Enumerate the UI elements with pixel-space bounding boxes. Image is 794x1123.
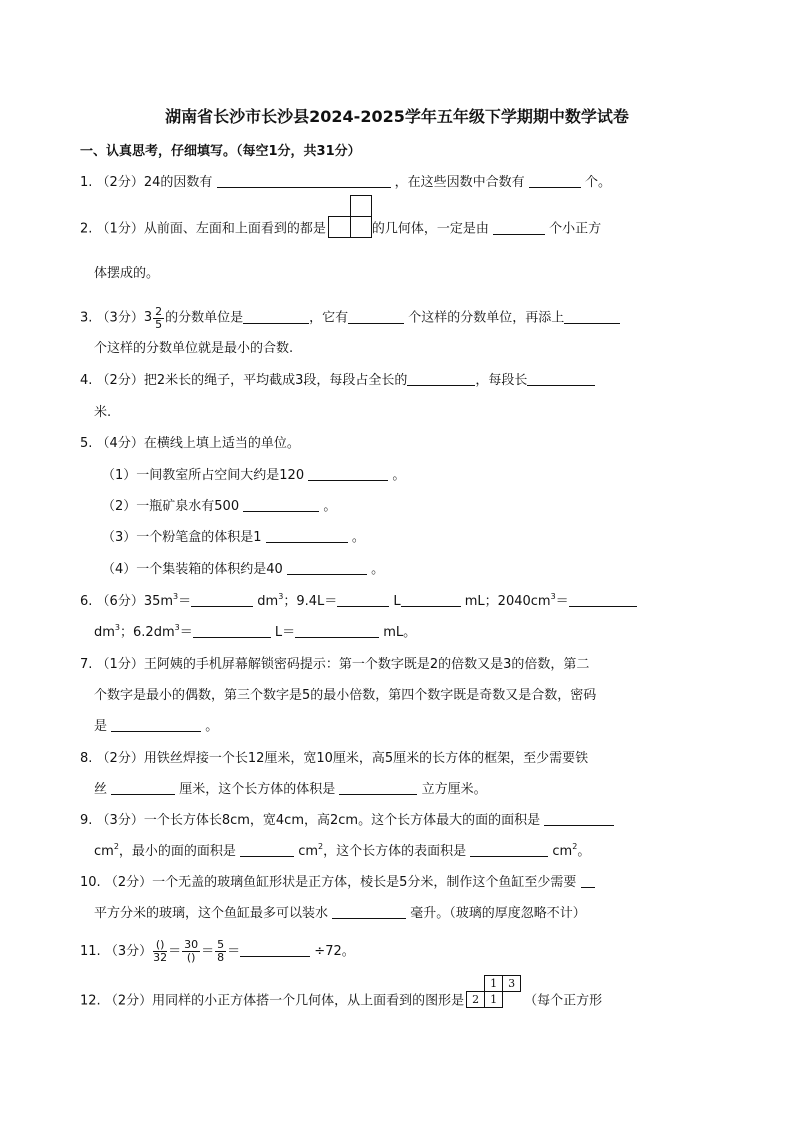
q3-blank-2[interactable] <box>348 309 404 324</box>
q5-points: （4分） <box>96 436 144 451</box>
q11-blank[interactable] <box>240 942 310 957</box>
q1-number: 1. <box>80 175 93 190</box>
exam-title: 湖南省长沙市长沙县2024-2025学年五年级下学期期中数学试卷 <box>165 107 629 126</box>
three-cube-view-figure <box>326 195 372 239</box>
question-6: 6. （6分）$35m^3= dm^3$；9.4L＝ L mL；$2040cm^3=$ <box>80 592 637 612</box>
q1-blank-1[interactable] <box>217 173 391 188</box>
q12-text-a: 用同样的小正方体搭一个几何体，从上面看到的图形是 <box>152 993 465 1009</box>
section-heading: 一、认真思考，仔细填写。（每空1分，共31分） <box>80 144 361 159</box>
q10-line-2: 平方分米的玻璃，这个鱼缸最多可以装水 毫升。（玻璃的厚度忽略不计） <box>94 906 586 921</box>
q4-text-b: ，每段长 <box>475 373 528 388</box>
q6-blank-6[interactable] <box>295 623 379 638</box>
q1-text-b: ，在这些因数中合数有 <box>394 175 525 190</box>
q2-line-2: 体摆成的。 <box>94 266 160 281</box>
q4-line-2: 米. <box>94 405 112 420</box>
q2-points: （1分） <box>96 221 144 237</box>
q5-sub-1: （1）一间教室所占空间大约是120 。 <box>102 468 406 483</box>
question-2 <box>80 219 601 239</box>
question-4 <box>80 371 595 391</box>
q3-fraction: $\frac{2}{5}$ <box>155 304 163 331</box>
q8-blank-2[interactable] <box>339 780 417 795</box>
q1-blank-2[interactable] <box>529 173 581 188</box>
question-7 <box>80 655 589 675</box>
q11-number: 11. <box>80 944 101 959</box>
grid-cell: 1 <box>484 975 503 992</box>
q6-number: 6. <box>80 594 93 609</box>
q7-line-3: 是 。 <box>94 719 219 734</box>
q2-blank[interactable] <box>493 220 545 235</box>
q11-fraction-2: $\frac{30}{()}$ <box>184 938 199 964</box>
q11-fraction-3: $\frac{5}{8}$ <box>217 938 225 964</box>
q12-text-b: （每个正方形 <box>524 993 603 1009</box>
q8-points: （2分） <box>96 751 144 766</box>
q1-points: （2分） <box>96 175 144 190</box>
q6-blank-4[interactable] <box>569 592 637 607</box>
q2-text-b: 的几何体，一定是由 <box>371 221 489 237</box>
grid-cell: 3 <box>502 975 521 992</box>
q11-fraction-1: $\frac{()}{32}$ <box>153 938 168 964</box>
question-11: 11. （3分） $\frac{()}{32}$ ＝ $\frac{30}{()}$ ＝ $\frac{5}{8}$ ＝ ÷72。 <box>80 938 355 964</box>
q3-blank-3[interactable] <box>564 309 620 324</box>
q1-text-a: 24的因数有 <box>143 175 213 190</box>
q7-points: （1分） <box>96 657 144 672</box>
q5-number: 5. <box>80 436 93 451</box>
q9-blank-3[interactable] <box>470 842 548 857</box>
q7-number: 7. <box>80 657 93 672</box>
q5-blank-4[interactable] <box>287 560 367 575</box>
q4-text-a: 把2米长的绳子，平均截成3段，每段占全长的 <box>143 373 408 388</box>
q9-number: 9. <box>80 813 93 828</box>
q1-text-c: 个。 <box>584 175 611 190</box>
q8-text-a: 用铁丝焊接一个长12厘米，宽10厘米，高5厘米的长方体的框架，至少需要铁 <box>143 751 589 766</box>
top-view-grid-figure <box>464 973 524 1011</box>
q5-blank-2[interactable] <box>243 497 319 512</box>
question-8 <box>80 749 588 769</box>
q5-text-a: 在横线上填上适当的单位。 <box>143 436 300 451</box>
q3-text-b: ，它有 <box>309 310 349 326</box>
q5-blank-3[interactable] <box>266 528 348 543</box>
q3-blank-1[interactable] <box>243 309 309 324</box>
q9-line-2: $cm^2$，最小的面的面积是 $cm^2$，这个长方体的表面积是 $cm^2$。 <box>94 842 591 859</box>
q4-blank-1[interactable] <box>407 371 475 386</box>
q3-points: （3分） <box>96 310 144 326</box>
q6-blank-2[interactable] <box>337 592 389 607</box>
q9-text-a: 一个长方体长8cm，宽4cm，高2cm。这个长方体最大的面的面积是 <box>143 813 541 828</box>
grid-cell: 2 <box>466 991 485 1008</box>
q10-text-a: 一个无盖的玻璃鱼缸形状是正方体，棱长是5分米，制作这个鱼缸至少需要 <box>152 875 577 890</box>
q7-line-2: 个数字是最小的偶数，第三个数字是5的最小倍数，第四个数字既是奇数又是合数，密码 <box>94 688 597 703</box>
q5-sub-3: （3）一个粉笔盒的体积是1 。 <box>102 530 365 545</box>
q4-points: （2分） <box>96 373 144 388</box>
q3-mixed-whole: 3 <box>143 310 153 325</box>
question-9 <box>80 811 614 831</box>
q10-blank-2[interactable] <box>332 904 406 919</box>
q6-line-2: $dm^3$；$6.2dm^3= L=$ mL。 <box>94 623 417 640</box>
grid-cell: 1 <box>484 991 503 1008</box>
q11-points: （3分） <box>104 944 153 959</box>
question-3 <box>80 304 620 332</box>
q7-text-a: 王阿姨的手机屏幕解锁密码提示：第一个数字既是2的倍数又是3的倍数，第二 <box>143 657 590 672</box>
q6-blank-3[interactable] <box>401 592 461 607</box>
q12-number: 12. <box>80 993 101 1009</box>
q6-blank-1[interactable] <box>191 592 253 607</box>
q6-points: （6分） <box>96 594 144 609</box>
q3-text-a: 的分数单位是 <box>165 310 244 326</box>
q5-sub-2: （2）一瓶矿泉水有500 。 <box>102 499 337 514</box>
q4-number: 4. <box>80 373 93 388</box>
q5-sub-4: （4）一个集装箱的体积约是40 。 <box>102 562 385 577</box>
q2-text-a: 从前面、左面和上面看到的都是 <box>143 221 326 237</box>
q6-blank-5[interactable] <box>193 623 271 638</box>
q3-number: 3. <box>80 310 93 326</box>
q3-line-2: 个这样的分数单位就是最小的合数. <box>94 341 294 356</box>
question-12 <box>80 977 603 1011</box>
q8-line-2: 丝 厘米，这个长方体的体积是 立方厘米。 <box>94 782 487 797</box>
q3-text-c: 个这样的分数单位，再添上 <box>408 310 565 326</box>
q5-blank-1[interactable] <box>308 466 388 481</box>
q9-blank-2[interactable] <box>240 842 294 857</box>
question-5 <box>80 434 300 454</box>
q9-points: （3分） <box>96 813 144 828</box>
q12-points: （2分） <box>104 993 153 1009</box>
q8-number: 8. <box>80 751 93 766</box>
q10-number: 10. <box>80 875 101 890</box>
q9-blank-1[interactable] <box>544 811 614 826</box>
question-1 <box>80 173 611 193</box>
q7-blank[interactable] <box>111 717 201 732</box>
question-10 <box>80 873 595 893</box>
q10-blank-1[interactable] <box>581 873 595 888</box>
q10-points: （2分） <box>104 875 153 890</box>
q8-blank-1[interactable] <box>111 780 175 795</box>
q2-number: 2. <box>80 221 93 237</box>
q2-text-c: 个小正方 <box>549 221 602 237</box>
q4-blank-2[interactable] <box>527 371 595 386</box>
